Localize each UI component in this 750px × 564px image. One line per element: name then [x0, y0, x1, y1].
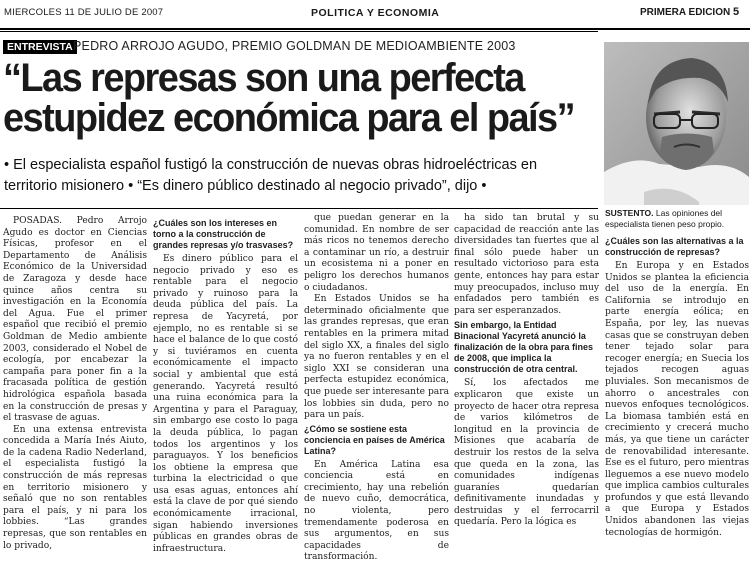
paragraph: que puedan generar en la comunidad. En nombre de ser más ricos no tenemos derecho a contaminar un río, a destruir un ecosistema ni a poner en peligro los derechos humanos o ciudadanos.: [304, 213, 449, 293]
body-column-2: [153, 216, 298, 554]
paragraph: Es dinero público para el negocio privado y eso es rentable para el negocio privado y ruinoso para la deuda pública del país. La represa de Yacyretá, por ejemplo, no es rentable si se hace el balance de lo que costó y si tuviéramos en cuenta económicamente el impacto social y ambiental que está generando. Yacyretá resultó una ruina económica para la Argentina y para el Paraguay, sin embargo ese costo lo paga la deuda pública, lo pagan todos los argentinos y los paraguayos. Y los beneficios los obtiene la empresa que turbina la electricidad o que usa esas aguas, entonces ahí está la clave de por qué siendo económicamente irracional, sigan habiendo inversiones públicas en grandes obras de infraestructura.: [153, 254, 298, 554]
body-column-3: [304, 213, 449, 563]
interview-question: Sin embargo, la Entidad Binacional Yacyretá anunció la finalización de la obra para fines de 2008, que implica la construcción de otra central.: [454, 320, 594, 375]
paragraph: En Estados Unidos se ha determinado oficialmente que las grandes represas, que eran rentables en la primera mitad del siglo XX, a finales del siglo ya no fueron rentables y en el siglo XXI se consideran una perfecta estupidez económica, que puede ser interesante para los lobbies sin duda, pero no para un país.: [304, 294, 449, 421]
paragraph: Sí, los afectados me explicaron que existe un proyecto de hacer otra represa de varios kilómetros de longitud en la provincia de Misiones que acabaría de destruir los restos de la selva que queda en la zona, las comunidades indígenas guaraníes quedarían definitivamente inundadas y destruidas y el ferrocarril quedaría. Pero la lógica es: [454, 378, 599, 528]
article-kicker: PEDRO ARROJO AGUDO, PREMIO GOLDMAN DE MEDIOAMBIENTE 2003: [73, 39, 516, 53]
header-rule: [0, 28, 750, 30]
photo-caption: [605, 208, 750, 230]
issue-date: MIERCOLES 11 DE JULIO DE 2007: [4, 7, 164, 18]
caption-text: Las opiniones del especialista tienen peso propio.: [605, 208, 725, 229]
page-header: [0, 4, 750, 26]
interview-question: ¿Cuáles son las alternativas a la construcción de represas?: [605, 236, 744, 257]
caption-label: SUSTENTO.: [605, 208, 654, 218]
subhead-rule: [0, 208, 598, 209]
headline-line-1: “Las represas son una perfecta: [3, 56, 524, 100]
paragraph: En una extensa entrevista concedida a María Inés Aiuto, de la cadena Radio Nederland, el especialista fustigó la construcción de más represas en territorio misionero y señaló que no son rentables para el país, y ni para los lobbies. “Las grandes represas, que son rentables en lo privado,: [3, 424, 147, 551]
body-column-5: [605, 234, 749, 538]
paragraph: ha sido tan brutal y su capacidad de reacción ante las diversidades tan fuertes que al final sólo puede haber un resultado victorioso para esta gente, entonces hay para estar muy preocupados, incluso muy enfadados pero también es para ser esperanzados.: [454, 213, 599, 316]
paragraph: En América Latina esa conciencia está en crecimiento, hay una rebelión de nuevo cuño, democrática, no violenta, pero tremendamente poderosa en sus argumentos, en sus capacidades de transformación.: [304, 459, 449, 563]
interview-question: ¿Cómo se sostiene esta conciencia en países de América Latina?: [304, 423, 445, 456]
paragraph: En Europa y en Estados Unidos se plantea la eficiencia del uso de la energía. En California se introdujo en parte energía eólica; en España, por ley, las nuevas casas que se construyan deben tener tejado solar para recoger energía; en Suecia los tejados recogen aguas pluviales. Son mecanismos de ahorro o ancestrales con nuevos enfoques tecnológicos. La biomasa también está en crecimiento y crecerá mucho más, ya que tiene un carácter de renovabilidad interesante. Ese es el futuro, pero mientras lleguemos a ese nuevo modelo que implica cambios culturales profundos y que está llevando a que Europa y Estados Unidos abandonen las viejas tecnologías de hormigón.: [605, 261, 749, 538]
article-subhead: [4, 155, 600, 197]
page-number: 5: [733, 6, 740, 18]
headline-line-2: estupidez económica para el país”: [3, 96, 575, 140]
body-column-1: [3, 216, 147, 551]
article-tag: ENTREVISTA: [3, 40, 77, 54]
portrait-photo-drawing: [604, 42, 749, 205]
subhead-line-2: territorio misionero • “Es dinero público destinado al negocio privado”, dijo •: [4, 178, 487, 194]
section-name: POLITICA Y ECONOMIA: [311, 7, 440, 19]
article-headline: [3, 58, 577, 138]
header-rule-thin: [0, 31, 598, 32]
portrait-photo: [604, 42, 749, 205]
body-column-4: [454, 213, 599, 528]
paragraph: POSADAS. Pedro Arrojo Agudo es doctor en Ciencias Físicas, profesor en el Departamento de Análisis Económico de la Universidad de Zaragoza y desde hace quince años centra su investigación en la Economía del Agua. Fue el primer español que recibió el premio Goldman de Medio ambiente 2003, considerado el Nobel de ecología, por encabezar la campaña para poner fin a la fracasada política de gestión hidrológica española basada en la construcción de presas y el trasvase de aguas.: [3, 216, 147, 424]
edition-label: PRIMERA EDICION: [640, 7, 731, 18]
interview-question: ¿Cuáles son los intereses en torno a la construcción de grandes represas y/o trasvases?: [153, 218, 294, 250]
subhead-line-1: • El especialista español fustigó la construcción de nuevas obras hidroeléctricas en: [4, 157, 538, 173]
